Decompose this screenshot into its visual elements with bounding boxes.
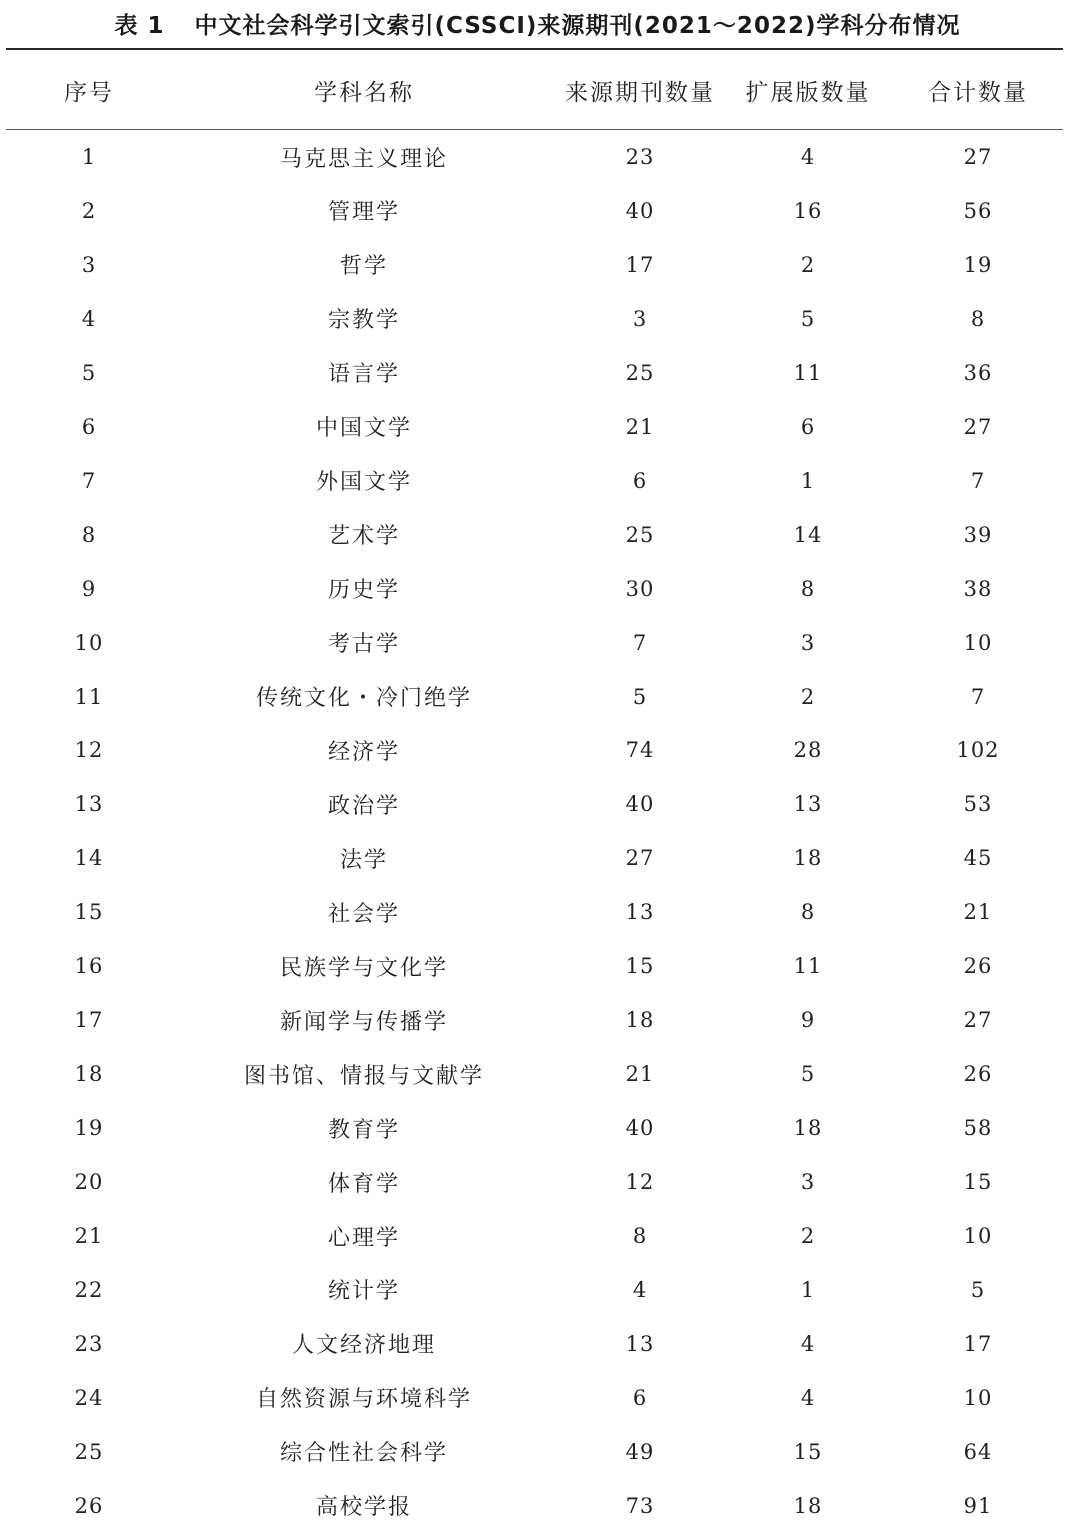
row-source-count: 3: [632, 306, 648, 331]
row-total-count: 102: [956, 738, 1000, 763]
table-number: 表 1: [114, 13, 165, 39]
row-subject: 法学: [339, 847, 388, 873]
row-extended-count: 18: [793, 1493, 823, 1518]
row-serial: 7: [81, 468, 97, 493]
table-row: [0, 1209, 1075, 1263]
row-source-count: 15: [625, 954, 655, 979]
row-subject: 传统文化・冷门绝学: [255, 686, 472, 711]
row-source-count: 18: [625, 1008, 655, 1033]
row-subject: 社会学: [327, 901, 400, 927]
row-serial: 15: [74, 900, 104, 925]
row-extended-count: 9: [800, 1008, 816, 1033]
table-row: [0, 454, 1075, 508]
row-extended-count: 18: [793, 846, 823, 871]
row-source-count: 12: [625, 1170, 655, 1195]
row-serial: 25: [74, 1439, 104, 1464]
row-subject: 统计学: [327, 1279, 400, 1305]
top-rule: [6, 48, 1063, 50]
row-source-count: 49: [625, 1439, 655, 1464]
table-row: [0, 831, 1075, 885]
row-source-count: 30: [625, 576, 655, 601]
row-serial: 16: [74, 954, 104, 979]
row-total-count: 5: [970, 1277, 986, 1302]
table-row: [0, 508, 1075, 562]
row-subject: 历史学: [327, 578, 400, 604]
row-subject: 语言学: [327, 362, 400, 388]
row-total-count: 7: [970, 684, 986, 709]
row-extended-count: 3: [800, 1170, 816, 1195]
row-serial: 20: [74, 1170, 104, 1195]
row-subject: 心理学: [327, 1225, 400, 1251]
row-source-count: 23: [625, 145, 655, 169]
row-subject: 艺术学: [327, 524, 400, 550]
table-row: [0, 562, 1075, 616]
row-serial: 1: [81, 145, 97, 169]
table-row: [0, 939, 1075, 993]
row-serial: 10: [74, 630, 104, 655]
row-subject: 自然资源与环境科学: [255, 1387, 472, 1413]
row-source-count: 8: [632, 1224, 648, 1248]
row-total-count: 19: [963, 252, 993, 277]
row-total-count: 26: [963, 1062, 993, 1087]
row-total-count: 17: [963, 1331, 993, 1356]
row-source-count: 7: [632, 630, 648, 655]
table-row: [0, 1155, 1075, 1209]
row-extended-count: 2: [800, 684, 816, 709]
row-extended-count: 28: [793, 738, 823, 763]
row-extended-count: 2: [800, 252, 816, 277]
row-total-count: 10: [963, 630, 993, 655]
row-serial: 24: [74, 1385, 104, 1410]
row-serial: 23: [74, 1331, 104, 1356]
row-subject: 中国文学: [315, 416, 412, 442]
table-row: [0, 616, 1075, 670]
row-subject: 哲学: [339, 254, 388, 280]
row-extended-count: 1: [800, 468, 816, 493]
row-subject: 考古学: [327, 632, 400, 658]
row-extended-count: 6: [800, 414, 816, 439]
table-row: [0, 238, 1075, 292]
row-subject: 管理学: [327, 200, 400, 226]
row-extended-count: 2: [800, 1224, 816, 1248]
row-total-count: 7: [970, 468, 986, 493]
column-header-serial: 序号: [64, 79, 114, 106]
row-serial: 9: [81, 576, 97, 601]
row-total-count: 36: [963, 360, 993, 385]
table-row: [0, 993, 1075, 1047]
row-extended-count: 5: [800, 1062, 816, 1087]
row-serial: 12: [74, 738, 104, 763]
table-caption: [0, 6, 1075, 46]
row-total-count: 10: [963, 1385, 993, 1410]
table-row: [0, 1101, 1075, 1155]
row-subject: 图书馆、情报与文献学: [243, 1063, 484, 1089]
row-extended-count: 15: [793, 1439, 823, 1464]
row-total-count: 56: [963, 198, 993, 223]
table-row: [0, 400, 1075, 454]
row-total-count: 91: [963, 1493, 993, 1518]
table-row: [0, 1047, 1075, 1101]
table-row: [0, 184, 1075, 238]
row-serial: 26: [74, 1493, 104, 1518]
row-serial: 22: [74, 1277, 104, 1302]
column-header-total-count: 合计数量: [928, 79, 1028, 106]
table-row: [0, 292, 1075, 346]
row-subject: 外国文学: [315, 470, 412, 496]
table-title: 中文社会科学引文索引(CSSCI)来源期刊(2021～2022)学科分布情况: [194, 13, 961, 39]
row-total-count: 58: [963, 1116, 993, 1141]
row-serial: 19: [74, 1116, 104, 1141]
row-subject: 马克思主义理论: [279, 146, 448, 172]
row-serial: 5: [81, 360, 97, 385]
table-row: [0, 130, 1075, 184]
row-serial: 18: [74, 1062, 104, 1087]
column-header-extended-count: 扩展版数量: [745, 79, 871, 106]
row-serial: 3: [81, 252, 97, 277]
row-source-count: 40: [625, 1116, 655, 1141]
row-total-count: 26: [963, 954, 993, 979]
row-serial: 2: [81, 198, 97, 223]
row-extended-count: 4: [800, 145, 816, 169]
row-total-count: 15: [963, 1170, 993, 1195]
row-source-count: 74: [625, 738, 655, 763]
table-row: [0, 1479, 1075, 1533]
table-row: [0, 1371, 1075, 1425]
table-row: [0, 1425, 1075, 1479]
row-source-count: 13: [625, 900, 655, 925]
row-extended-count: 14: [793, 522, 823, 547]
row-extended-count: 8: [800, 576, 816, 601]
row-total-count: 8: [970, 306, 986, 331]
row-total-count: 45: [963, 846, 993, 871]
row-subject: 政治学: [327, 793, 400, 819]
row-serial: 8: [81, 522, 97, 547]
row-total-count: 27: [963, 1008, 993, 1033]
row-source-count: 73: [625, 1493, 655, 1518]
row-source-count: 13: [625, 1331, 655, 1356]
row-serial: 21: [74, 1224, 104, 1248]
table-row: [0, 346, 1075, 400]
row-extended-count: 8: [800, 900, 816, 925]
row-subject: 宗教学: [327, 308, 400, 334]
row-serial: 17: [74, 1008, 104, 1033]
row-subject: 新闻学与传播学: [279, 1009, 448, 1035]
row-extended-count: 11: [793, 954, 823, 979]
row-total-count: 27: [963, 145, 993, 169]
row-extended-count: 4: [800, 1385, 816, 1410]
row-subject: 人文经济地理: [291, 1333, 436, 1359]
row-serial: 6: [81, 414, 97, 439]
table-row: [0, 1263, 1075, 1317]
column-header-subject: 学科名称: [314, 79, 414, 106]
row-subject: 民族学与文化学: [279, 955, 448, 981]
row-extended-count: 4: [800, 1331, 816, 1356]
row-subject: 高校学报: [315, 1495, 412, 1521]
row-subject: 综合性社会科学: [279, 1441, 448, 1467]
row-serial: 4: [81, 306, 97, 331]
row-extended-count: 1: [800, 1277, 816, 1302]
column-header-source-count: 来源期刊数量: [565, 79, 715, 106]
row-serial: 13: [74, 792, 104, 817]
table-row: [0, 723, 1075, 777]
row-source-count: 5: [632, 684, 648, 709]
table-row: [0, 670, 1075, 724]
row-source-count: 27: [625, 846, 655, 871]
table-row: [0, 777, 1075, 831]
row-serial: 11: [74, 684, 104, 709]
row-extended-count: 5: [800, 306, 816, 331]
row-source-count: 25: [625, 360, 655, 385]
row-total-count: 39: [963, 522, 993, 547]
row-extended-count: 13: [793, 792, 823, 817]
row-subject: 经济学: [327, 739, 400, 765]
row-total-count: 10: [963, 1224, 993, 1248]
table-row: [0, 885, 1075, 939]
row-source-count: 6: [632, 1385, 648, 1410]
row-source-count: 25: [625, 522, 655, 547]
row-serial: 14: [74, 846, 104, 871]
row-total-count: 38: [963, 576, 993, 601]
row-source-count: 6: [632, 468, 648, 493]
row-source-count: 21: [625, 1062, 655, 1087]
row-total-count: 21: [963, 900, 993, 925]
row-source-count: 40: [625, 792, 655, 817]
row-source-count: 21: [625, 414, 655, 439]
row-source-count: 40: [625, 198, 655, 223]
row-subject: 体育学: [327, 1171, 400, 1197]
row-extended-count: 3: [800, 630, 816, 655]
row-total-count: 27: [963, 414, 993, 439]
row-total-count: 64: [963, 1439, 993, 1464]
row-extended-count: 18: [793, 1116, 823, 1141]
row-extended-count: 16: [793, 198, 823, 223]
row-extended-count: 11: [793, 360, 823, 385]
row-subject: 教育学: [327, 1117, 400, 1143]
row-total-count: 53: [963, 792, 993, 817]
table-row: [0, 1317, 1075, 1371]
row-source-count: 17: [625, 252, 655, 277]
table-header-row: [0, 58, 1075, 122]
row-source-count: 4: [632, 1277, 648, 1302]
